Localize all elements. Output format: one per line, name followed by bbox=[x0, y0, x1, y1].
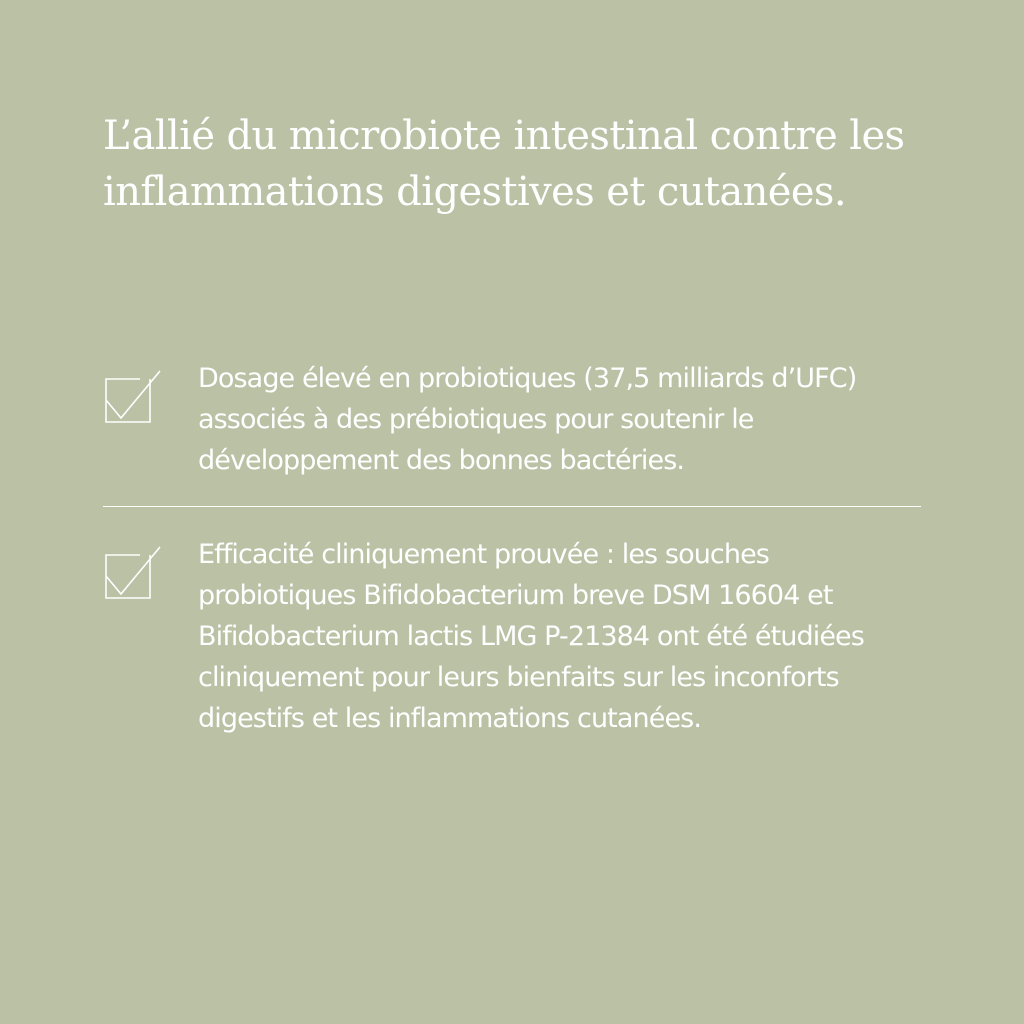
divider bbox=[103, 506, 921, 507]
feature-text: Dosage élevé en probiotiques (37,5 milliards d’UFC) associés à des prébiotiques pour soutenir le développement des bonnes bactéries. bbox=[198, 363, 857, 476]
feature-text: Efficacité cliniquement prouvée : les souches probiotiques Bifidobacterium breve DSM 16604 et Bifidobacterium lactis LMG P-21384 ont été étudiées cliniquement pour leurs bienfaits sur les inconforts digestifs et les inflammations cutanées. bbox=[198, 539, 864, 734]
checkbox-check-icon bbox=[103, 366, 165, 428]
headline: L’allié du microbiote intestinal contre les inflammations digestives et cutanées. bbox=[103, 113, 905, 215]
checkbox-check-icon bbox=[103, 542, 165, 604]
